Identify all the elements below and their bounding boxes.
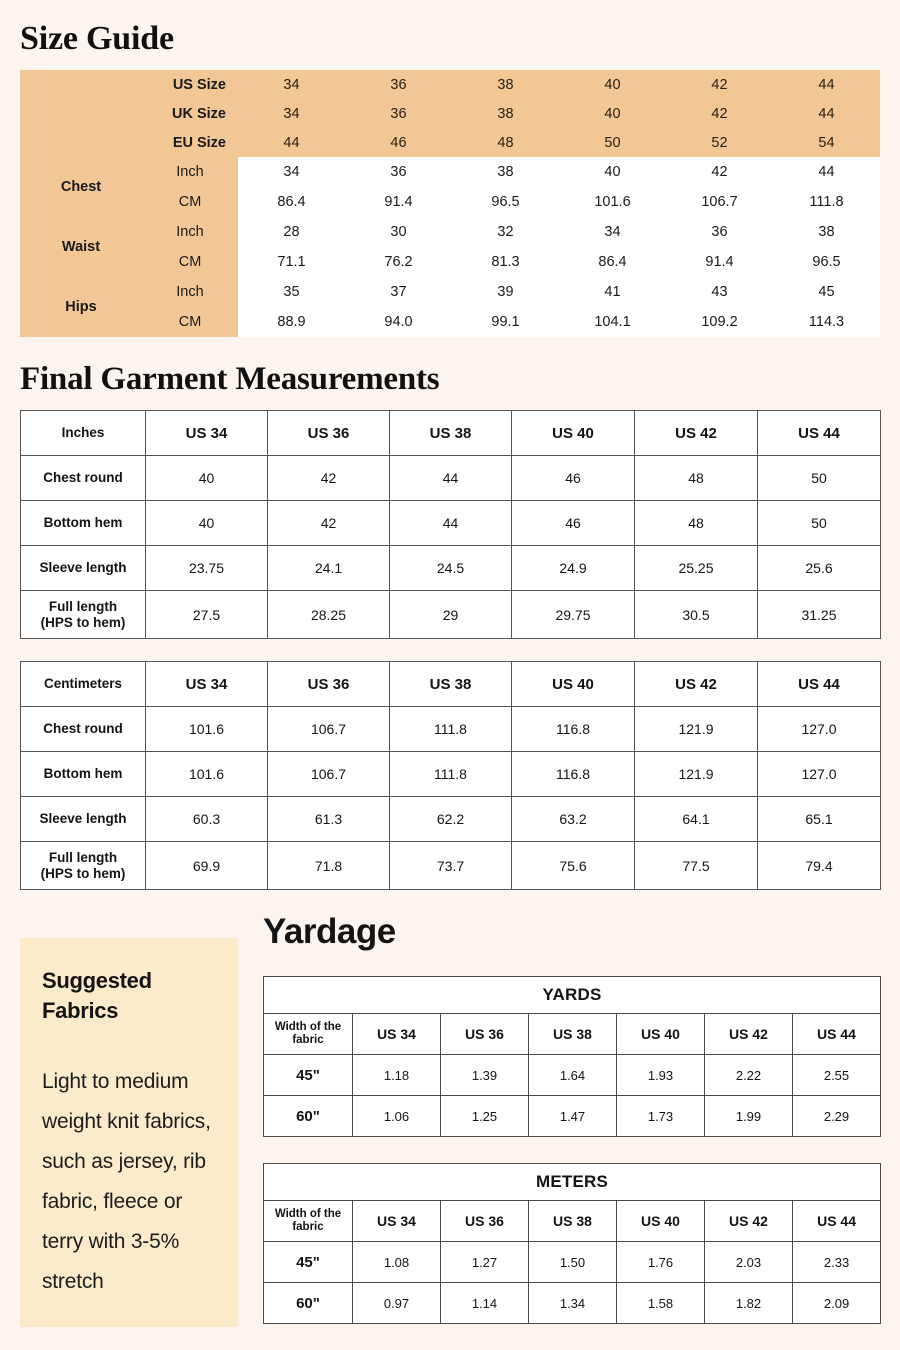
table-cell: 23.75	[146, 546, 268, 591]
table-cell: 75.6	[512, 842, 635, 890]
table-cell: 60.3	[146, 797, 268, 842]
final-garment-inches-table	[20, 410, 881, 639]
width-of-fabric-header-cell: Width of the fabric	[264, 1201, 353, 1242]
table-cell: 27.5	[146, 591, 268, 639]
yardage-column-header-cell: US 40	[617, 1201, 705, 1242]
table-cell: 65.1	[758, 797, 881, 842]
yardage-cell: 1.39	[441, 1055, 529, 1096]
table-cell: 24.5	[390, 546, 512, 591]
table-cell: 40	[146, 501, 268, 546]
table-cell: 106.7	[268, 707, 390, 752]
fabric-width-label-cell: 45"	[264, 1055, 353, 1096]
size-guide-unit-label: Inch	[142, 217, 238, 247]
size-guide-header-value: 44	[773, 70, 880, 99]
suggested-fabrics-panel	[20, 938, 238, 1327]
size-guide-header-value: 38	[452, 99, 559, 128]
column-header-cell: US 36	[268, 662, 390, 707]
fabric-width-label-cell: 60"	[264, 1096, 353, 1137]
size-guide-cell: 104.1	[559, 307, 666, 337]
size-guide-header-value: 34	[238, 99, 345, 128]
size-guide-header-value: 34	[238, 70, 345, 99]
size-guide-header-value: 46	[345, 128, 452, 157]
yardage-cell: 1.14	[441, 1283, 529, 1324]
size-guide-unit-label: CM	[142, 187, 238, 217]
yardage-cell: 1.99	[705, 1096, 793, 1137]
yardage-banner-row	[264, 1164, 881, 1201]
table-cell: 40	[146, 456, 268, 501]
yardage-banner-row	[264, 977, 881, 1014]
yardage-cell: 1.64	[529, 1055, 617, 1096]
size-guide-cell: 34	[238, 157, 345, 187]
yardage-column-header-cell: US 42	[705, 1014, 793, 1055]
yardage-header-row	[264, 1201, 881, 1242]
table-cell: 101.6	[146, 752, 268, 797]
size-guide-header-value: 48	[452, 128, 559, 157]
size-guide-cell: 91.4	[345, 187, 452, 217]
row-label-cell: Bottom hem	[21, 752, 146, 797]
yardage-cell: 1.50	[529, 1242, 617, 1283]
size-guide-row	[20, 187, 880, 217]
size-guide-cell: 111.8	[773, 187, 880, 217]
size-guide-header-value: 44	[238, 128, 345, 157]
table-cell: 116.8	[512, 752, 635, 797]
size-guide-cell: 91.4	[666, 247, 773, 277]
size-guide-header-value: 52	[666, 128, 773, 157]
table-cell: 63.2	[512, 797, 635, 842]
table-cell: 79.4	[758, 842, 881, 890]
size-guide-cell: 81.3	[452, 247, 559, 277]
yardage-cell: 1.93	[617, 1055, 705, 1096]
suggested-fabrics-body: Light to medium weight knit fabrics, such as jersey, rib fabric, fleece or terry with 3-5% stretch	[42, 1070, 211, 1293]
table-row	[21, 546, 881, 591]
column-header-cell: US 42	[635, 411, 758, 456]
column-header-cell: US 38	[390, 662, 512, 707]
table-cell: 29	[390, 591, 512, 639]
width-of-fabric-header-cell: Width of the fabric	[264, 1014, 353, 1055]
yardage-cell: 0.97	[353, 1283, 441, 1324]
table-cell: 44	[390, 501, 512, 546]
table-row	[21, 797, 881, 842]
yardage-cell: 1.47	[529, 1096, 617, 1137]
size-guide-header-label: EU Size	[20, 128, 238, 157]
table-cell: 42	[268, 501, 390, 546]
size-guide-cell: 43	[666, 277, 773, 307]
table-cell: 62.2	[390, 797, 512, 842]
table-cell: 69.9	[146, 842, 268, 890]
size-guide-cell: 34	[559, 217, 666, 247]
column-header-cell: US 40	[512, 662, 635, 707]
column-header-cell: US 38	[390, 411, 512, 456]
table-cell: 46	[512, 456, 635, 501]
column-header-cell: US 42	[635, 662, 758, 707]
table-cell: 121.9	[635, 707, 758, 752]
size-guide-cell: 40	[559, 157, 666, 187]
suggested-fabrics-heading-line1: Suggested	[42, 968, 152, 993]
final-garment-cm-table	[20, 661, 881, 890]
suggested-fabrics-heading	[42, 966, 216, 1026]
size-guide-cell: 71.1	[238, 247, 345, 277]
table-cell: 127.0	[758, 752, 881, 797]
table-cell: 48	[635, 456, 758, 501]
size-guide-row	[20, 247, 880, 277]
column-header-cell: US 44	[758, 411, 881, 456]
yardage-meters-table	[263, 1163, 881, 1324]
size-guide-cell: 42	[666, 157, 773, 187]
yardage-cell: 2.33	[793, 1242, 881, 1283]
yardage-title: Yardage	[263, 912, 396, 951]
size-guide-cell: 32	[452, 217, 559, 247]
size-guide-cell: 30	[345, 217, 452, 247]
column-header-cell: US 34	[146, 411, 268, 456]
size-guide-cell: 39	[452, 277, 559, 307]
yardage-cell: 1.73	[617, 1096, 705, 1137]
yardage-row	[264, 1283, 881, 1324]
column-header-cell: US 34	[146, 662, 268, 707]
page-title: Size Guide	[20, 20, 174, 57]
size-guide-cell: 45	[773, 277, 880, 307]
size-guide-cell: 114.3	[773, 307, 880, 337]
yardage-cell: 1.08	[353, 1242, 441, 1283]
column-header-cell: US 36	[268, 411, 390, 456]
size-guide-row	[20, 217, 880, 247]
size-guide-cell: 44	[773, 157, 880, 187]
table-cell: 24.9	[512, 546, 635, 591]
table-cell: 106.7	[268, 752, 390, 797]
yardage-column-header-cell: US 42	[705, 1201, 793, 1242]
column-header-cell: US 40	[512, 411, 635, 456]
yardage-column-header-cell: US 44	[793, 1014, 881, 1055]
size-guide-unit-label: Inch	[142, 277, 238, 307]
yardage-column-header-cell: US 40	[617, 1014, 705, 1055]
size-guide-header-label: US Size	[20, 70, 238, 99]
size-guide-cell: 28	[238, 217, 345, 247]
yardage-column-header-cell: US 44	[793, 1201, 881, 1242]
size-guide-cell: 101.6	[559, 187, 666, 217]
size-guide-header-value: 50	[559, 128, 666, 157]
size-guide-table	[20, 70, 880, 337]
table-cell: 121.9	[635, 752, 758, 797]
size-guide-unit-label: CM	[142, 247, 238, 277]
size-guide-header-row	[20, 70, 880, 99]
size-guide-cell: 76.2	[345, 247, 452, 277]
size-guide-cell: 36	[345, 157, 452, 187]
table-cell: 29.75	[512, 591, 635, 639]
size-guide-cell: 36	[666, 217, 773, 247]
row-label-cell: Full length (HPS to hem)	[21, 591, 146, 639]
table-cell: 111.8	[390, 752, 512, 797]
yardage-column-header-cell: US 38	[529, 1014, 617, 1055]
size-guide-unit-label: CM	[142, 307, 238, 337]
size-guide-header-value: 36	[345, 70, 452, 99]
yardage-cell: 1.76	[617, 1242, 705, 1283]
table-row	[21, 752, 881, 797]
table-cell: 77.5	[635, 842, 758, 890]
size-guide-header-value: 40	[559, 99, 666, 128]
size-guide-group-label: Hips	[20, 277, 142, 337]
yardage-cell: 1.82	[705, 1283, 793, 1324]
row-label-cell: Bottom hem	[21, 501, 146, 546]
yardage-cell: 2.09	[793, 1283, 881, 1324]
size-guide-header-value: 44	[773, 99, 880, 128]
size-guide-cell: 109.2	[666, 307, 773, 337]
table-cell: 127.0	[758, 707, 881, 752]
table-cell: 28.25	[268, 591, 390, 639]
yardage-cell: 1.18	[353, 1055, 441, 1096]
table-header-row	[21, 662, 881, 707]
table-cell: 116.8	[512, 707, 635, 752]
table-cell: 111.8	[390, 707, 512, 752]
size-guide-header-value: 54	[773, 128, 880, 157]
yardage-cell: 2.03	[705, 1242, 793, 1283]
yardage-cell: 1.25	[441, 1096, 529, 1137]
yardage-row	[264, 1096, 881, 1137]
table-cell: 101.6	[146, 707, 268, 752]
table-cell: 25.6	[758, 546, 881, 591]
size-guide-cell: 96.5	[452, 187, 559, 217]
yardage-row	[264, 1055, 881, 1096]
row-label-cell: Full length (HPS to hem)	[21, 842, 146, 890]
size-guide-cell: 96.5	[773, 247, 880, 277]
size-guide-cell: 86.4	[559, 247, 666, 277]
yardage-cell: 1.58	[617, 1283, 705, 1324]
size-guide-cell: 38	[773, 217, 880, 247]
row-label-cell: Chest round	[21, 707, 146, 752]
yardage-column-header-cell: US 36	[441, 1201, 529, 1242]
table-cell: 71.8	[268, 842, 390, 890]
yardage-cell: 1.27	[441, 1242, 529, 1283]
table-cell: 30.5	[635, 591, 758, 639]
table-cell: 48	[635, 501, 758, 546]
size-guide-cell: 106.7	[666, 187, 773, 217]
yardage-banner-cell: YARDS	[264, 977, 881, 1014]
table-cell: 50	[758, 456, 881, 501]
unit-header-cell: Centimeters	[21, 662, 146, 707]
yardage-cell: 2.29	[793, 1096, 881, 1137]
yardage-yards-table	[263, 976, 881, 1137]
suggested-fabrics-heading-line2: Fabrics	[42, 998, 119, 1023]
row-label-cell: Chest round	[21, 456, 146, 501]
yardage-column-header-cell: US 34	[353, 1014, 441, 1055]
size-guide-header-value: 40	[559, 70, 666, 99]
size-guide-cell: 35	[238, 277, 345, 307]
size-guide-header-value: 36	[345, 99, 452, 128]
fabric-width-label-cell: 45"	[264, 1242, 353, 1283]
table-row	[21, 501, 881, 546]
size-guide-group-label: Chest	[20, 157, 142, 217]
table-cell: 64.1	[635, 797, 758, 842]
table-cell: 73.7	[390, 842, 512, 890]
size-guide-cell: 88.9	[238, 307, 345, 337]
size-guide-row	[20, 307, 880, 337]
table-row	[21, 456, 881, 501]
size-guide-header-row	[20, 128, 880, 157]
table-row	[21, 707, 881, 752]
yardage-cell: 2.55	[793, 1055, 881, 1096]
table-cell: 25.25	[635, 546, 758, 591]
table-cell: 42	[268, 456, 390, 501]
table-row	[21, 591, 881, 639]
yardage-column-header-cell: US 36	[441, 1014, 529, 1055]
yardage-cell: 1.06	[353, 1096, 441, 1137]
size-guide-cell: 38	[452, 157, 559, 187]
size-guide-header-value: 42	[666, 99, 773, 128]
table-cell: 46	[512, 501, 635, 546]
table-cell: 31.25	[758, 591, 881, 639]
table-header-row	[21, 411, 881, 456]
size-guide-cell: 86.4	[238, 187, 345, 217]
table-cell: 44	[390, 456, 512, 501]
size-guide-unit-label: Inch	[142, 157, 238, 187]
table-cell: 24.1	[268, 546, 390, 591]
unit-header-cell: Inches	[21, 411, 146, 456]
yardage-column-header-cell: US 34	[353, 1201, 441, 1242]
size-guide-header-value: 38	[452, 70, 559, 99]
size-guide-cell: 37	[345, 277, 452, 307]
size-guide-header-row	[20, 99, 880, 128]
column-header-cell: US 44	[758, 662, 881, 707]
table-cell: 61.3	[268, 797, 390, 842]
yardage-row	[264, 1242, 881, 1283]
row-label-cell: Sleeve length	[21, 546, 146, 591]
size-guide-group-label: Waist	[20, 217, 142, 277]
fabric-width-label-cell: 60"	[264, 1283, 353, 1324]
size-guide-cell: 94.0	[345, 307, 452, 337]
size-guide-header-value: 42	[666, 70, 773, 99]
yardage-banner-cell: METERS	[264, 1164, 881, 1201]
final-garment-measurements-title: Final Garment Measurements	[20, 361, 440, 397]
size-guide-header-label: UK Size	[20, 99, 238, 128]
size-guide-row	[20, 277, 880, 307]
table-cell: 50	[758, 501, 881, 546]
size-guide-cell: 41	[559, 277, 666, 307]
size-guide-row	[20, 157, 880, 187]
yardage-header-row	[264, 1014, 881, 1055]
yardage-cell: 1.34	[529, 1283, 617, 1324]
size-guide-cell: 99.1	[452, 307, 559, 337]
yardage-column-header-cell: US 38	[529, 1201, 617, 1242]
table-row	[21, 842, 881, 890]
row-label-cell: Sleeve length	[21, 797, 146, 842]
yardage-cell: 2.22	[705, 1055, 793, 1096]
